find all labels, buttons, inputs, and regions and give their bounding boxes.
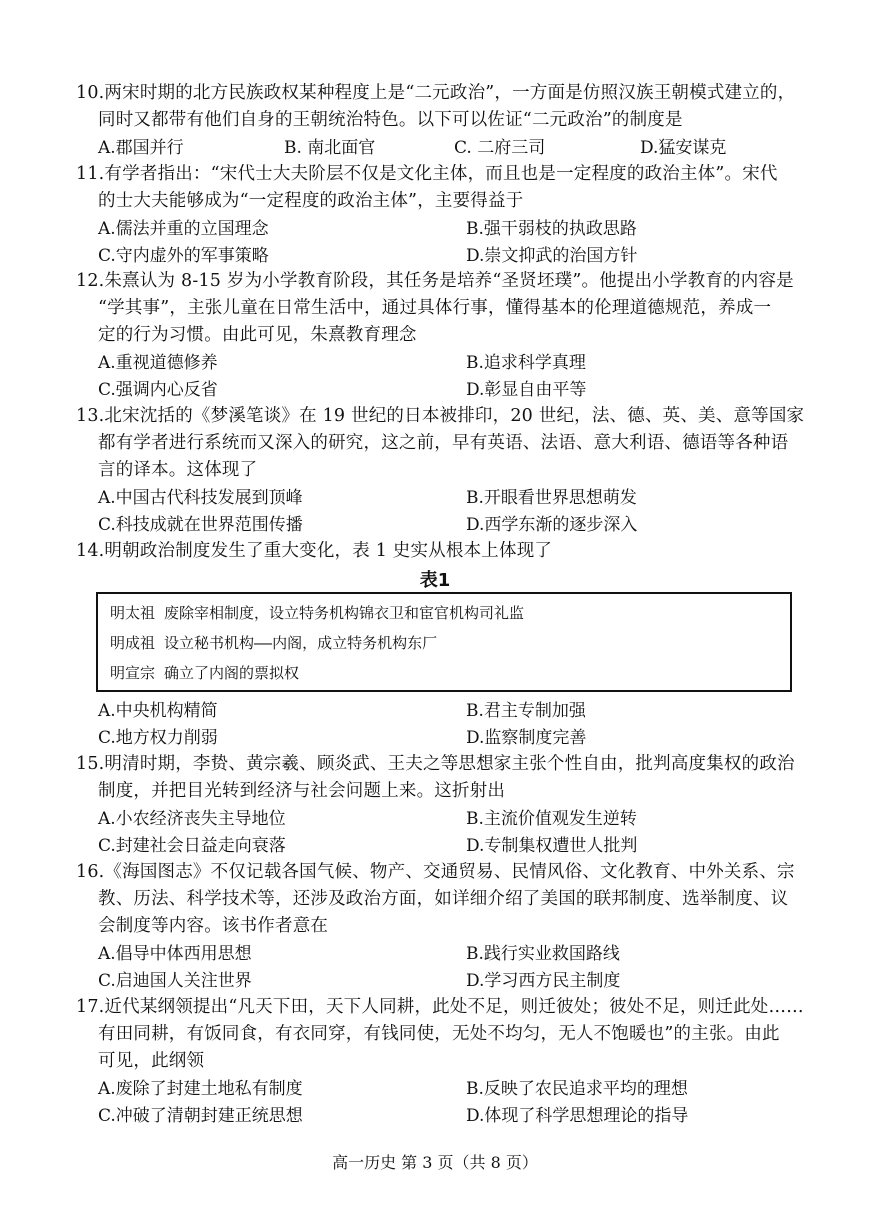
option-13-b[interactable]: B.开眼看世界思想萌发 — [466, 488, 637, 508]
option-12-b[interactable]: B.追求科学真理 — [466, 353, 586, 373]
table-row: 明成祖 设立秘书机构——内阁，成立特务机构东厂 — [110, 634, 438, 652]
question-13 — [76, 403, 805, 484]
option-11-a[interactable]: A.儒法并重的立国理念 — [98, 219, 269, 239]
option-10-c[interactable]: C. 二府三司 — [454, 138, 546, 158]
history-table — [96, 592, 792, 692]
question-16-line-1: 16.《海国图志》不仅记载各国气候、物产、交通贸易、民情风俗、文化教育、中外关系、宗 — [76, 862, 795, 882]
option-12-a[interactable]: A.重视道德修养 — [98, 353, 218, 373]
option-16-c[interactable]: C.启迪国人关注世界 — [98, 971, 252, 991]
question-12-line-1: 12.朱熹认为 8-15 岁为小学教育阶段，其任务是培养“圣贤坯璞”。他提出小学教育的内容是 — [76, 271, 794, 291]
question-16 — [76, 859, 796, 940]
option-12-c[interactable]: C.强调内心反省 — [98, 380, 218, 400]
option-10-a[interactable]: A.郡国并行 — [98, 138, 184, 158]
option-15-c[interactable]: C.封建社会日益走向衰落 — [98, 836, 286, 856]
question-17 — [76, 994, 804, 1075]
option-15-d[interactable]: D.专制集权遭世人批判 — [466, 836, 638, 856]
option-14-c[interactable]: C.地方权力削弱 — [98, 728, 218, 748]
question-13-line-3: 言的译本。这体现了 — [98, 460, 258, 480]
question-11-line-2: 的士大夫能够成为“一定程度的政治主体”，主要得益于 — [98, 191, 524, 211]
option-13-d[interactable]: D.西学东渐的逐步深入 — [466, 515, 638, 535]
question-14 — [76, 538, 796, 565]
question-11-line-1: 11.有学者指出：“宋代士大夫阶层不仅是文化主体，而且也是一定程度的政治主体”。宋代 — [76, 164, 778, 184]
option-17-c[interactable]: C.冲破了清朝封建正统思想 — [98, 1106, 303, 1126]
option-11-b[interactable]: B.强干弱枝的执政思路 — [466, 219, 637, 239]
question-15 — [76, 751, 796, 805]
option-11-c[interactable]: C.守内虚外的军事策略 — [98, 246, 269, 266]
question-10-line-1: 10.两宋时期的北方民族政权某种程度上是“二元政治”，一方面是仿照汉族王朝模式建立的， — [76, 83, 796, 103]
option-10-b[interactable]: B. 南北面官 — [284, 138, 376, 158]
page-footer: 高一历史 第 3 页（共 8 页） — [332, 1153, 538, 1172]
option-14-b[interactable]: B.君主专制加强 — [466, 701, 586, 721]
question-17-line-2: 有田同耕，有饭同食，有衣同穿，有钱同使，无处不均匀，无人不饱暖也”的主张。由此 — [98, 1024, 780, 1044]
option-12-d[interactable]: D.彰显自由平等 — [466, 380, 587, 400]
question-15-line-2: 制度，并把目光转到经济与社会问题上来。这折射出 — [98, 781, 506, 801]
question-14-line-1: 14.明朝政治制度发生了重大变化，表 1 史实从根本上体现了 — [76, 541, 553, 561]
table-row: 明宣宗 确立了内阁的票拟权 — [110, 664, 300, 682]
option-13-a[interactable]: A.中国古代科技发展到顶峰 — [98, 488, 303, 508]
question-16-line-2: 教、历法、科学技术等，还涉及政治方面，如详细介绍了美国的联邦制度、选举制度、议 — [98, 889, 789, 909]
question-12-line-3: 定的行为习惯。由此可见，朱熹教育理念 — [98, 325, 417, 345]
option-14-d[interactable]: D.监察制度完善 — [466, 728, 587, 748]
question-15-line-1: 15.明清时期，李贽、黄宗羲、顾炎武、王夫之等思想家主张个性自由，批判高度集权的政治 — [76, 754, 795, 774]
option-11-d[interactable]: D.崇文抑武的治国方针 — [466, 246, 638, 266]
question-13-line-1: 13.北宋沈括的《梦溪笔谈》在 19 世纪的日本被排印，20 世纪，法、德、英、美、意等国家 — [76, 406, 805, 426]
question-17-line-3: 可见，此纲领 — [98, 1051, 205, 1071]
option-16-b[interactable]: B.践行实业救国路线 — [466, 944, 620, 964]
option-13-c[interactable]: C.科技成就在世界范围传播 — [98, 515, 303, 535]
table-row: 明太祖 废除宰相制度，设立特务机构锦衣卫和宦官机构司礼监 — [110, 604, 525, 622]
question-12-line-2: “学其事”，主张儿童在日常生活中，通过具体行事，懂得基本的伦理道德规范，养成一 — [98, 298, 772, 318]
option-17-d[interactable]: D.体现了科学思想理论的指导 — [466, 1106, 689, 1126]
question-12 — [76, 268, 796, 349]
table-title: 表1 — [419, 570, 451, 591]
option-16-a[interactable]: A.倡导中体西用思想 — [98, 944, 252, 964]
option-15-a[interactable]: A.小农经济丧失主导地位 — [98, 809, 286, 829]
question-16-line-3: 会制度等内容。该书作者意在 — [98, 916, 329, 936]
option-17-b[interactable]: B.反映了农民追求平均的理想 — [466, 1079, 688, 1099]
question-13-line-2: 都有学者进行系统而又深入的研究，这之前，早有英语、法语、意大利语、德语等各种语 — [98, 433, 789, 453]
question-10-line-2: 同时又都带有他们自身的王朝统治特色。以下可以佐证“二元政治”的制度是 — [98, 110, 683, 130]
question-11 — [76, 161, 796, 215]
question-17-line-1: 17.近代某纲领提出“凡天下田，天下人同耕，此处不足，则迁彼处；彼处不足，则迁此处…… — [76, 997, 804, 1017]
option-17-a[interactable]: A.废除了封建土地私有制度 — [98, 1079, 303, 1099]
option-14-a[interactable]: A.中央机构精简 — [98, 701, 218, 721]
option-15-b[interactable]: B.主流价值观发生逆转 — [466, 809, 637, 829]
option-10-d[interactable]: D.猛安谋克 — [640, 138, 727, 158]
option-16-d[interactable]: D.学习西方民主制度 — [466, 971, 621, 991]
question-10 — [76, 80, 796, 134]
